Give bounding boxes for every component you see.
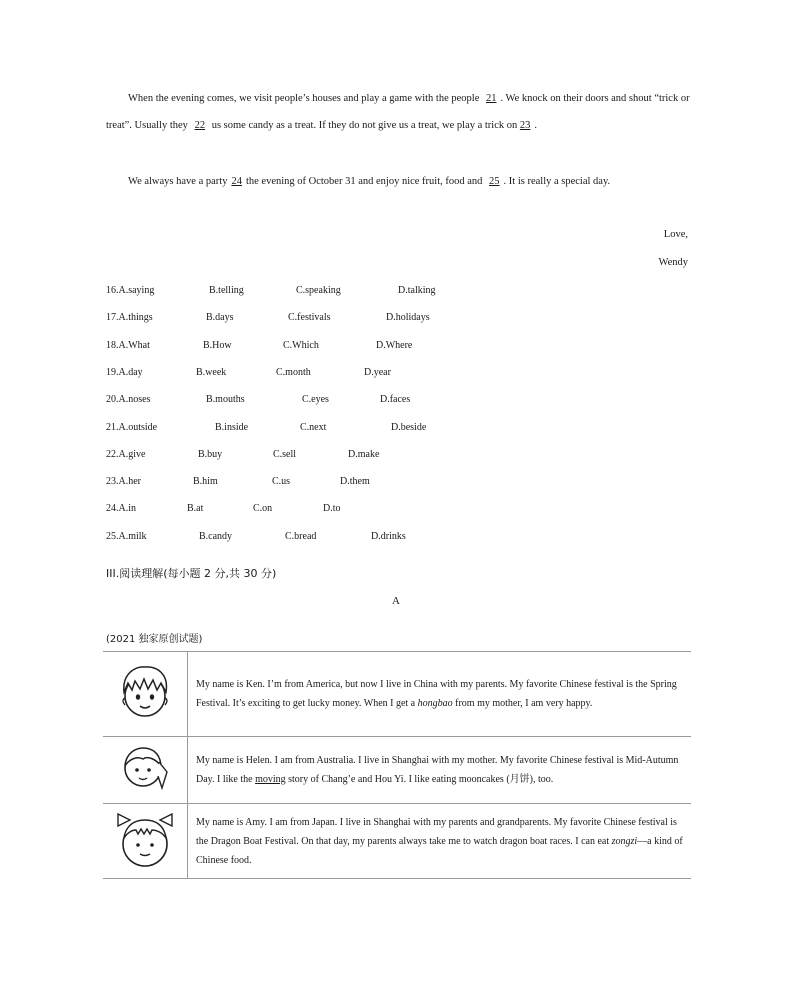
option-d: D.to (323, 503, 341, 515)
section-title: III.阅读理解(每小题 2 分,共 30 分) (106, 567, 277, 580)
passage-text: . It is really a special day. (503, 176, 611, 187)
blank-25: 25 (489, 176, 500, 187)
passage-paragraph-1 (106, 85, 690, 139)
girl-bows-face-icon (112, 808, 178, 870)
question-start (106, 503, 136, 514)
letter-closing: Love, (663, 229, 688, 240)
question-start (106, 422, 157, 433)
option-a: A.give (118, 448, 146, 460)
option-d: D.Where (376, 339, 413, 351)
moving-word: moving (255, 774, 286, 785)
question-start (106, 285, 154, 296)
option-c: C.Which (283, 339, 319, 351)
people-table (103, 651, 691, 879)
option-a: A.saying (118, 285, 155, 296)
option-c: C.us (272, 476, 291, 488)
option-c: C.next (300, 421, 327, 433)
question-number: 19. (106, 366, 119, 378)
option-b: B.mouths (206, 394, 245, 406)
option-a: A.things (118, 312, 153, 324)
option-c: C.festivals (288, 312, 331, 324)
passage-text: . (534, 120, 538, 131)
blank-23: 23 (519, 120, 531, 131)
blank-21: 21 (486, 93, 497, 104)
option-b: B.telling (209, 285, 244, 296)
option-b: B.at (187, 503, 204, 515)
option-c: C.bread (285, 530, 317, 542)
boy-face-icon (113, 660, 177, 724)
part-label: A (392, 595, 400, 607)
letter-signature: Wendy (658, 257, 688, 268)
option-b: B.days (206, 312, 234, 324)
option-d: D.faces (380, 394, 411, 406)
question-start (106, 394, 150, 405)
option-d: D.beside (391, 421, 427, 433)
option-a: A.her (118, 476, 141, 488)
passage-text: the evening of October 31 and enjoy nice fruit, food and (245, 176, 483, 187)
passage-paragraph-2 (106, 168, 690, 195)
question-number: 16. (106, 285, 119, 296)
option-d: D.talking (398, 285, 436, 296)
table-row (103, 804, 691, 879)
option-d: D.year (364, 366, 391, 378)
option-c: C.speaking (296, 285, 341, 296)
table-row (103, 737, 691, 804)
question-number: 17. (106, 312, 119, 324)
option-c: C.month (276, 366, 311, 378)
passage-text: . We knock on their doors and shout “trick or treat”. Usually they (106, 93, 690, 131)
zongzi-term: zongzi (611, 835, 638, 847)
option-b: B.him (193, 476, 218, 488)
option-d: D.holidays (386, 312, 430, 324)
option-b: B.week (196, 366, 227, 378)
blank-22: 22 (194, 120, 206, 131)
hongbao-term: hongbao (417, 698, 453, 709)
question-number: 23. (106, 476, 119, 488)
person-helen-text: My name is Helen. I am from Australia. I live in Shanghai with my mother. My favorite Chinese festival is Mid-Autumn Day. I like the moving story of Chang’e and Hou Yi. I like eating mooncakes (月饼), too. (188, 737, 692, 804)
question-number: 24. (106, 503, 119, 515)
question-number: 22. (106, 448, 119, 460)
option-c: C.on (253, 503, 273, 515)
option-d: D.make (348, 448, 380, 460)
question-start (106, 340, 150, 351)
question-start (106, 531, 147, 542)
option-c: C.eyes (302, 394, 329, 406)
blank-24: 24 (231, 176, 242, 187)
question-number: 21. (106, 421, 119, 433)
passage-text: us some candy as a treat. If they do not give us a treat, we play a trick on (211, 120, 518, 131)
option-a: A.in (118, 503, 136, 515)
person-ken-text: My name is Ken. I’m from America, but now I live in China with my parents. My favorite Chinese festival is the Spring Festival. It’s exciting to get lucky money. When I get a hongbao from my mother, I am very happy. (188, 652, 692, 737)
question-start (106, 476, 141, 487)
option-a: A.milk (118, 530, 147, 542)
option-d: D.drinks (371, 530, 406, 542)
question-start (106, 312, 153, 323)
option-a: A.outside (118, 421, 158, 433)
question-start (106, 367, 143, 378)
girl-face-icon (115, 742, 175, 794)
option-a: A.day (118, 366, 143, 378)
question-number: 25. (106, 530, 119, 542)
option-b: B.How (203, 339, 232, 351)
option-b: B.candy (199, 530, 233, 542)
option-d: D.them (340, 476, 370, 488)
option-b: B.buy (198, 448, 223, 460)
question-number: 18. (106, 339, 119, 351)
passage-text: When the evening comes, we visit people’s houses and play a game with the people (128, 93, 480, 104)
option-a: A.noses (118, 394, 151, 406)
option-a: A.What (118, 339, 150, 351)
person-amy-text: My name is Amy. I am from Japan. I live in Shanghai with my parents and grandparents. My favorite Chinese festival is the Dragon Boat Festival. On that day, my parents always take me to watch dragon boat races. I can eat zongzi—a kind of Chinese food. (188, 804, 692, 879)
table-row (103, 652, 691, 737)
option-c: C.sell (273, 448, 297, 460)
option-b: B.inside (215, 421, 249, 433)
source-note: (2021 独家原创试题) (106, 634, 203, 645)
question-number: 20. (106, 394, 119, 406)
question-start (106, 449, 145, 460)
passage-text: We always have a party (128, 176, 228, 187)
